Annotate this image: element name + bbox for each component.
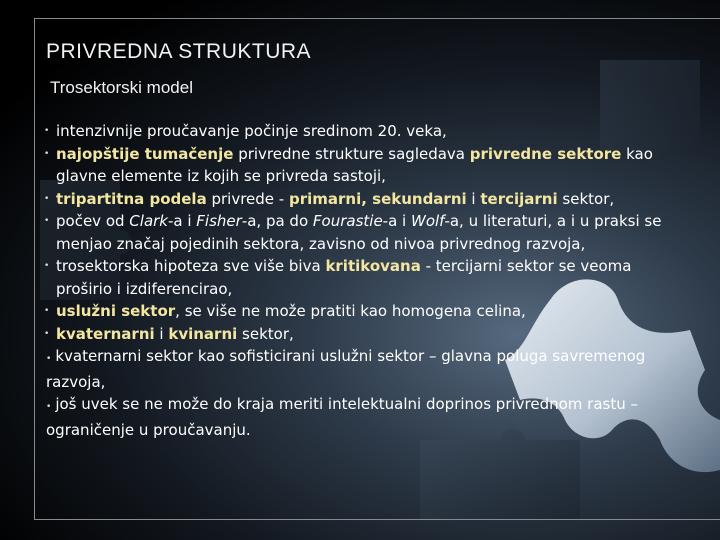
highlighted-term: primarni, sekundarni xyxy=(288,189,467,208)
list-item xyxy=(42,345,682,393)
slide-subtitle: Trosektorski model xyxy=(50,78,193,97)
author-name: Wolf xyxy=(410,212,445,230)
highlighted-term: uslužni sektor xyxy=(56,302,176,320)
item-text: kao glavne elemente iz kojih se privreda sastoji, xyxy=(56,144,653,185)
list-item xyxy=(42,210,682,255)
item-text: -a, u literaturi, a i u praksi se menjao značaj pojedinih sektora, zavisno od nivoa privrednog razvoja, xyxy=(56,212,662,253)
highlighted-term: kvinarni xyxy=(168,324,238,343)
bullet-icon: • xyxy=(46,354,52,364)
bullet-icon: • xyxy=(44,148,50,159)
item-text: još uvek se ne može do kraja meriti intelektualni doprinos privrednom rastu – ograničenje u proučavanju. xyxy=(46,395,639,439)
item-text: intenzivnije proučavanje počinje sredinom 20. veka, xyxy=(56,122,447,140)
bullet-icon: • xyxy=(44,306,50,316)
author-name: Clark xyxy=(129,212,168,230)
bullet-icon: • xyxy=(44,261,50,271)
list-item xyxy=(42,188,682,211)
item-text: sektor, xyxy=(557,189,615,208)
bullet-icon: • xyxy=(44,216,50,226)
list-item xyxy=(42,143,682,188)
author-name: Fourastie xyxy=(312,212,383,230)
bullet-icon: • xyxy=(44,193,50,204)
highlighted-term: najopštije tumačenje xyxy=(56,144,234,163)
list-item xyxy=(42,323,682,346)
item-text: sektor, xyxy=(237,324,294,343)
item-text: trosektorska hipoteza sve više biva xyxy=(56,257,326,275)
highlighted-term: tercijarni xyxy=(480,189,558,208)
item-text: i xyxy=(154,324,169,343)
item-text: privrede - xyxy=(206,189,289,208)
item-text: kvaternarni sektor kao sofisticirani uslužni sektor – glavna poluga savremenog razvoja, xyxy=(46,347,646,391)
item-text: -a i xyxy=(382,212,411,230)
highlighted-term: kritikovana xyxy=(325,257,421,275)
highlighted-term: privredne sektore xyxy=(469,144,622,163)
item-text: i xyxy=(466,189,481,208)
bullet-icon: • xyxy=(44,328,50,339)
list-item xyxy=(42,120,682,143)
slide-title: PRIVREDNA STRUKTURA xyxy=(46,40,312,63)
bullet-icon: • xyxy=(44,126,50,136)
list-item xyxy=(42,393,682,441)
author-name: Fisher xyxy=(196,212,242,230)
list-item xyxy=(42,255,682,300)
bullet-list xyxy=(42,120,682,441)
item-text: -a, pa do xyxy=(241,212,313,230)
bullet-icon: • xyxy=(46,402,52,412)
highlighted-term: kvaternarni xyxy=(56,324,155,343)
highlighted-term: tripartitna podela xyxy=(56,189,207,208)
item-text: privredne strukture sagledava xyxy=(233,144,470,163)
list-item xyxy=(42,300,682,323)
item-text: -a i xyxy=(167,212,197,230)
item-text: , se više ne može pratiti kao homogena celina, xyxy=(175,302,526,320)
item-text: počev od xyxy=(56,212,130,230)
item-text: - tercijarni sektor se veoma proširio i izdiferencirao, xyxy=(56,257,632,298)
